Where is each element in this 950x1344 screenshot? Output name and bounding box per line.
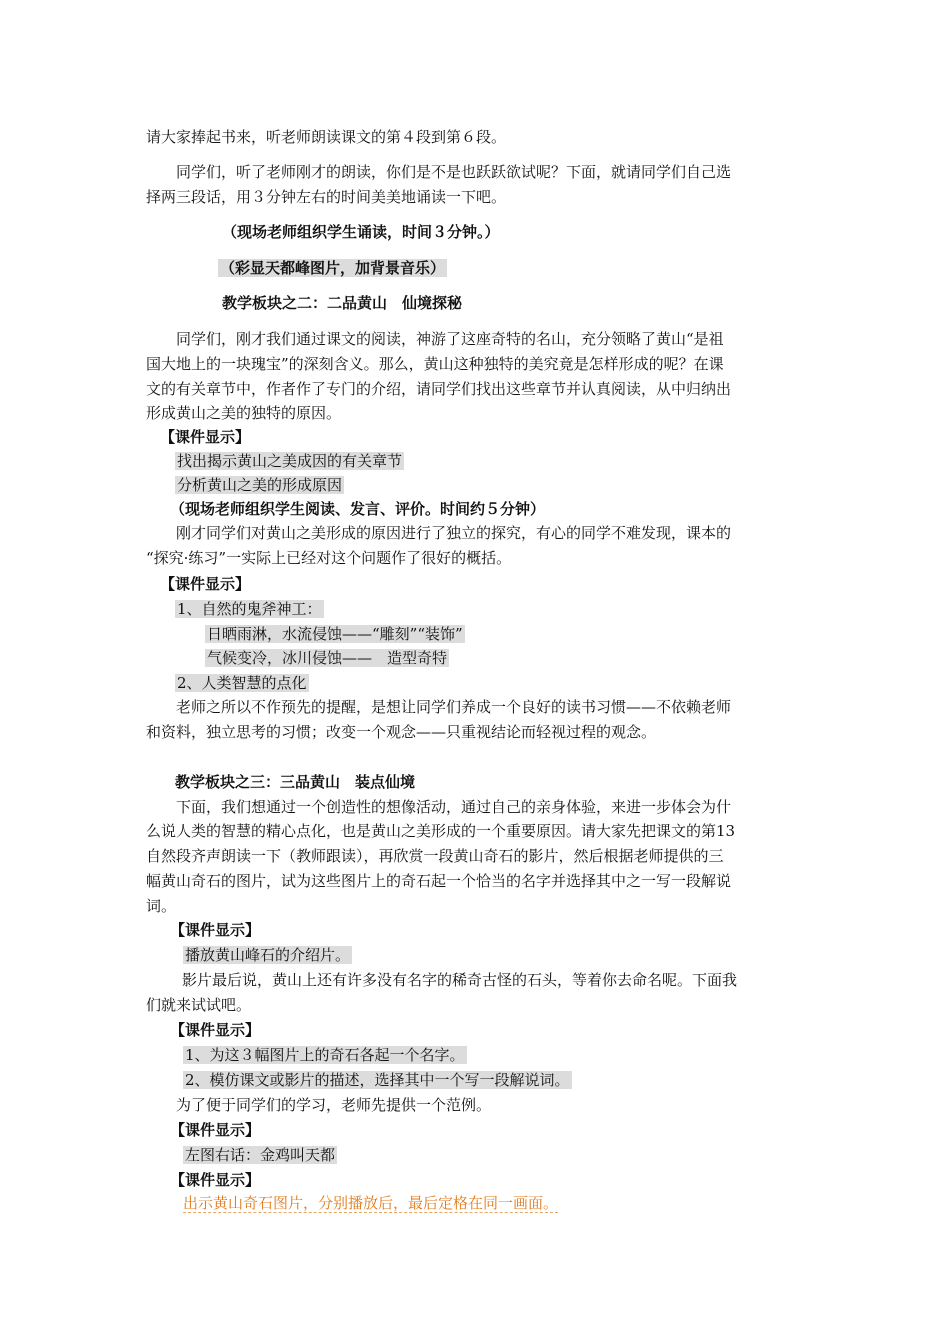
courseware-label: 【课件显示】 — [170, 1121, 261, 1139]
section-heading: 教学板块之二：二品黄山 仙境探秘 — [222, 294, 463, 312]
paragraph-line: 文的有关章节中，作者作了专门的介绍，请同学们找出这些章节并认真阅读，从中归纳出 — [146, 380, 732, 398]
paragraph-line: “探究·练习”一实际上已经对这个问题作了很好的概括。 — [146, 549, 512, 567]
paragraph-line: 影片最后说，黄山上还有许多没有名字的稀奇古怪的石头，等着你去命名呢。下面我 — [182, 971, 738, 989]
paragraph-line: 下面，我们想通过一个创造性的想像活动，通过自己的亲身体验，来进一步体会为什 — [176, 798, 732, 816]
paragraph-line: 刚才同学们对黄山之美形成的原因进行了独立的探究，有心的同学不难发现，课本的 — [176, 524, 732, 542]
paragraph-line: 同学们，刚才我们通过课文的阅读，神游了这座奇特的名山，充分领略了黄山“是祖 — [176, 330, 724, 348]
paragraph-line: 幅黄山奇石的图片，试为这些图片上的奇石起一个恰当的名字并选择其中之一写一段解说 — [146, 872, 732, 890]
courseware-label: 【课件显示】 — [170, 1171, 261, 1189]
paragraph-line: 词。 — [146, 897, 177, 915]
paragraph-line: 老师之所以不作预先的提醒，是想让同学们养成一个良好的读书习惯——不依赖老师 — [176, 698, 732, 716]
paragraph-line: 同学们，听了老师刚才的朗读，你们是不是也跃跃欲试呢？下面，就请同学们自己选 — [176, 163, 732, 181]
section-heading: 教学板块之三：三品黄山 装点仙境 — [175, 773, 416, 791]
courseware-item — [175, 673, 840, 693]
courseware-item — [183, 945, 848, 965]
courseware-item-orange — [183, 1193, 848, 1213]
courseware-item — [183, 1070, 848, 1090]
paragraph-line: 择两三段话，用３分钟左右的时间美美地诵读一下吧。 — [146, 188, 507, 206]
courseware-item — [183, 1145, 848, 1165]
courseware-label: 【课件显示】 — [160, 428, 251, 446]
highlight: 找出揭示黄山之美成因的有关章节 — [177, 452, 403, 470]
highlight: 日晒雨淋，水流侵蚀——“雕刻”“装饰” — [207, 625, 463, 643]
courseware-item — [183, 1045, 848, 1065]
highlight: 2、人类智慧的点化 — [177, 674, 307, 692]
stage-direction: （现场老师组织学生阅读、发言、评价。时间约５分钟） — [170, 500, 546, 518]
paragraph-line: 和资料，独立思考的习惯；改变一个观念——只重视结论而轻视过程的观念。 — [146, 723, 657, 741]
highlight: 播放黄山峰石的介绍片。 — [185, 946, 351, 964]
highlight: 左图右话：金鸡叫天都 — [185, 1146, 336, 1164]
courseware-label: 【课件显示】 — [160, 575, 251, 593]
stage-direction: （现场老师组织学生诵读，时间３分钟。） — [222, 223, 500, 241]
highlight: 1、为这３幅图片上的奇石各起一个名字。 — [185, 1046, 465, 1064]
paragraph-line: 形成黄山之美的独特的原因。 — [146, 404, 342, 422]
courseware-label: 【课件显示】 — [170, 921, 261, 939]
paragraph-line: 们就来试试吧。 — [146, 996, 252, 1014]
courseware-subitem — [205, 648, 870, 668]
paragraph-line: 么说人类的智慧的精心点化，也是黄山之美形成的一个重要原因。请大家先把课文的第13 — [146, 822, 736, 840]
highlight: 2、模仿课文或影片的描述，选择其中一个写一段解说词。 — [185, 1071, 570, 1089]
courseware-item — [175, 475, 840, 495]
highlight: 气候变冷，冰川侵蚀—— 造型奇特 — [207, 649, 448, 667]
paragraph-line: 为了便于同学们的学习，老师先提供一个范例。 — [176, 1096, 492, 1114]
highlight: 出示黄山奇石图片，分别播放后，最后定格在同一画面。 — [183, 1194, 559, 1212]
highlight: 分析黄山之美的形成原因 — [177, 476, 343, 494]
highlight: （彩显天都峰图片，加背景音乐） — [220, 259, 446, 277]
paragraph-line: 自然段齐声朗读一下（教师跟读），再欣赏一段黄山奇石的影片，然后根据老师提供的三 — [146, 847, 724, 865]
courseware-item — [175, 451, 840, 471]
courseware-label: 【课件显示】 — [170, 1021, 261, 1039]
courseware-subitem — [205, 624, 870, 644]
highlight: 1、自然的鬼斧神工： — [177, 600, 322, 618]
paragraph-line: 国大地上的一块瑰宝”的深刻含义。那么，黄山这种独特的美究竟是怎样形成的呢？在课 — [146, 355, 724, 373]
courseware-item — [175, 599, 840, 619]
stage-direction-highlighted — [218, 258, 883, 278]
paragraph-line: 请大家捧起书来，听老师朗读课文的第４段到第６段。 — [146, 128, 507, 146]
